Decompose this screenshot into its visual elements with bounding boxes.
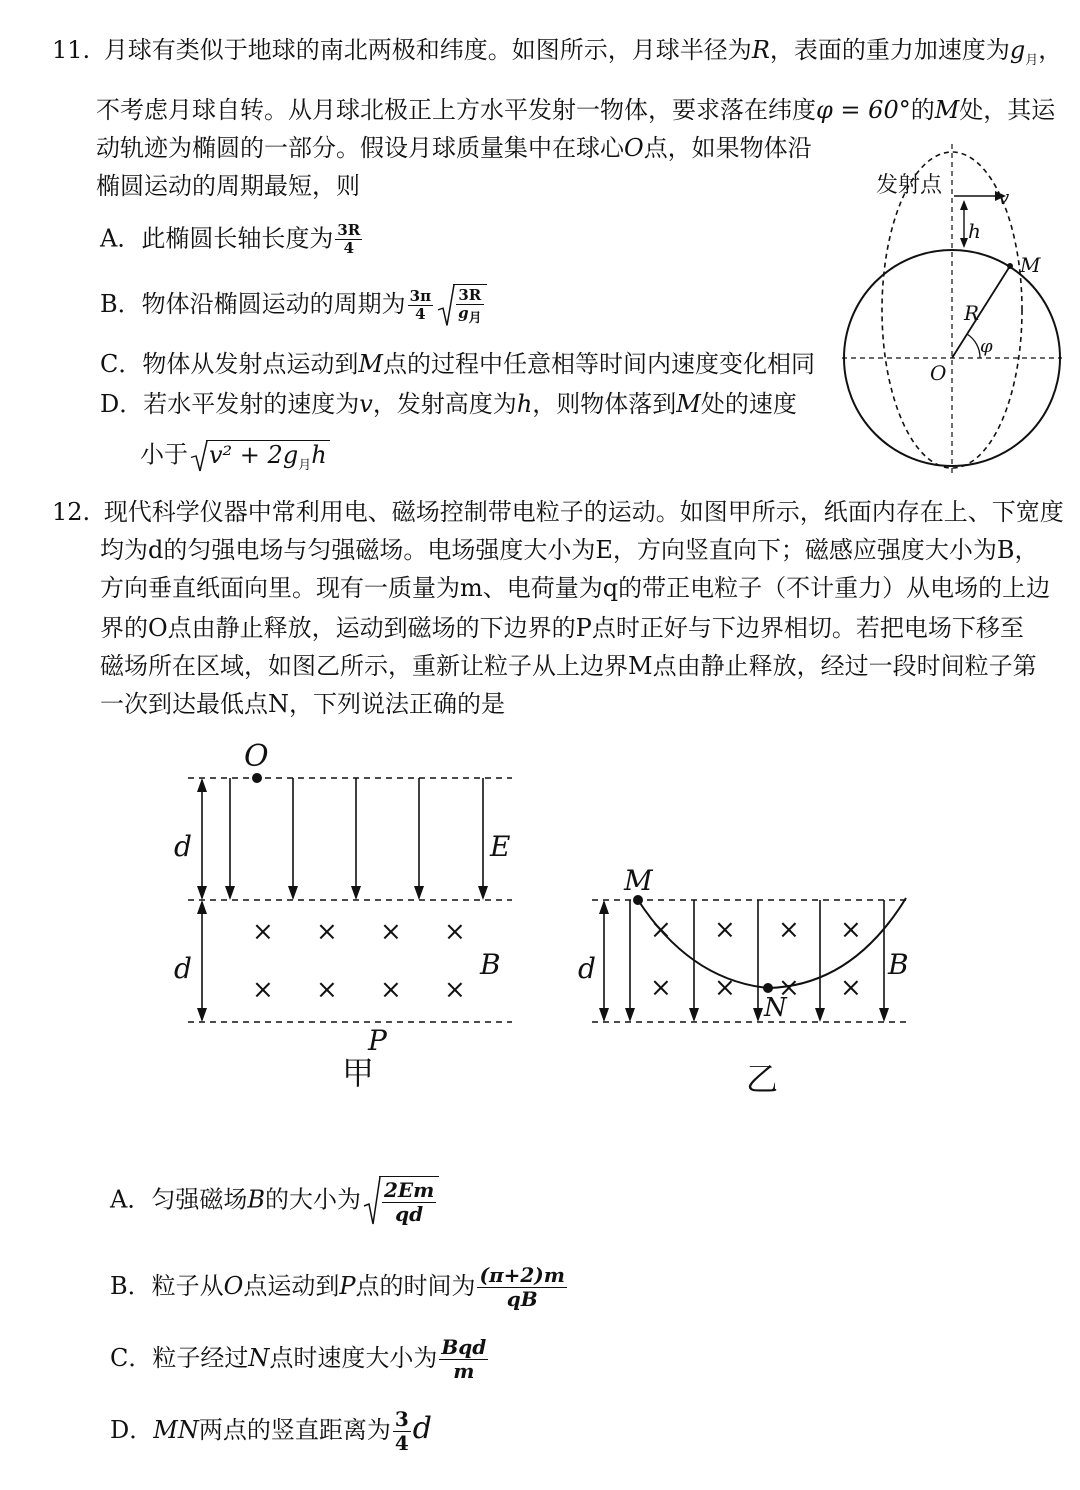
cross-mark: × — [840, 915, 862, 945]
cross-mark: × — [650, 973, 672, 1003]
q11-number: 11. — [52, 36, 91, 64]
q12-line2: 均为d的匀强电场与匀强磁场。电场强度大小为E，方向竖直向下；磁感应强度大小为B， — [100, 536, 1039, 564]
q11-text-2: 不考虑月球自转。从月球北极正上方水平发射一物体，要求落在纬度 — [96, 96, 816, 124]
q12-option-a-text-b: 的大小为 — [264, 1185, 361, 1214]
label-B: B — [888, 948, 909, 981]
q12-option-a-den: qd — [395, 1202, 424, 1226]
q12-text-1: 现代科学仪器中常利用电、磁场控制带电粒子的运动。如图甲所示，纸面内存在上、下宽度 — [103, 498, 1064, 526]
q12-option-b-O: O — [223, 1272, 244, 1300]
q11-text-3: 动轨迹为椭圆的一部分。假设月球质量集中在球心 — [96, 134, 624, 162]
q11-option-c-text-b: 点的过程中任意相等时间内速度变化相同 — [382, 350, 815, 378]
q12-option-d-den: 4 — [394, 1431, 409, 1455]
label-h: h — [968, 219, 981, 243]
q12-option-b-text-a: B．粒子从 — [110, 1272, 224, 1300]
cross-mark: × — [316, 917, 338, 947]
q12-option-d-frac — [393, 1408, 411, 1455]
cross-mark: × — [714, 973, 736, 1003]
d-marker-upper — [197, 778, 207, 900]
q11-option-d-text-e: 小于 — [140, 440, 188, 469]
cross-mark: × — [840, 973, 862, 1003]
q11-option-a-text: A．此椭圆长轴长度为 — [100, 224, 334, 253]
q11-text-1c: ， — [1038, 36, 1063, 64]
cross-mark: × — [380, 917, 402, 947]
q12-number: 12. — [52, 498, 91, 526]
q11-line4 — [96, 174, 360, 198]
d-marker-lower — [197, 900, 207, 1022]
q11-text-4: 椭圆运动的周期最短，则 — [96, 172, 360, 200]
label-P: P — [368, 1024, 387, 1057]
q11-option-a-frac — [335, 222, 362, 258]
q12-option-c-den: m — [453, 1359, 475, 1383]
label-M: M — [1020, 253, 1041, 277]
label-v: v — [998, 185, 1010, 209]
q11-option-d-rad-sub: 月 — [298, 457, 312, 473]
q12-option-b-text-b: 点运动到 — [243, 1272, 340, 1300]
q11-M: M — [934, 96, 960, 124]
q11-option-a-den: 4 — [343, 239, 355, 258]
particle-trajectory — [638, 898, 906, 988]
q11-text-2b: 的 — [910, 96, 935, 124]
label-d1: d — [174, 830, 192, 863]
cross-mark: × — [252, 917, 274, 947]
q11-option-d-v: v — [359, 390, 373, 418]
cross-mark: × — [316, 975, 338, 1005]
q12-figure-yi — [570, 860, 930, 1100]
q12-figure-jia — [160, 740, 540, 1100]
sqrt-sign-icon — [190, 440, 208, 472]
q11-option-d-h: h — [516, 390, 533, 418]
q11-option-d-text-b: ，发射高度为 — [372, 390, 517, 418]
q11-option-b-frac — [408, 288, 433, 324]
q12-option-b-P: P — [339, 1272, 356, 1300]
q12-option-d-num: 3 — [394, 1407, 409, 1431]
q12-option-a-B: B — [247, 1185, 265, 1214]
point-M — [1007, 263, 1013, 269]
q12-option-c-text-b: 点时速度大小为 — [269, 1344, 438, 1372]
q12-option-d-d: d — [412, 1411, 432, 1446]
q12-option-d — [110, 1408, 432, 1455]
q11-text-3b: 点，如果物体沿 — [643, 134, 812, 162]
q11-option-d — [100, 392, 797, 416]
q12-option-a — [110, 1176, 439, 1226]
angle-arc — [967, 334, 980, 358]
q11-option-c-M: M — [358, 350, 383, 378]
q12-option-b-den: qB — [506, 1287, 538, 1311]
cross-mark: × — [380, 975, 402, 1005]
q11-option-b-num: 3π — [409, 286, 432, 305]
q11-option-a — [100, 222, 364, 258]
sqrt-sign-icon — [363, 1176, 381, 1226]
q12-line3: 方向垂直纸面向里。现有一质量为m、电荷量为q的带正电粒子（不计重力）从电场的上边 — [100, 574, 1051, 602]
cross-mark: × — [252, 975, 274, 1005]
q11-option-d-text-d: 处的速度 — [700, 390, 797, 418]
q12-option-d-text-a: D． — [110, 1416, 154, 1444]
q11-g-sub: 月 — [1025, 52, 1039, 68]
label-O: O — [930, 361, 947, 385]
q12-line6: 一次到达最低点N，下列说法正确的是 — [100, 690, 505, 718]
q12-option-a-text-a: A．匀强磁场 — [110, 1185, 248, 1214]
label-M: M — [624, 864, 653, 897]
d-marker — [599, 900, 609, 1022]
label-E: E — [490, 830, 511, 863]
q11-option-d-text-c: ，则物体落到 — [532, 390, 677, 418]
q11-option-b-rnum: 3R — [456, 287, 484, 305]
q11-text-2c: 处，其运 — [959, 96, 1056, 124]
q11-O: O — [624, 134, 644, 162]
q12-line1 — [52, 500, 1064, 524]
q11-option-c — [100, 352, 815, 376]
q11-option-d-text-a: D．若水平发射的速度为 — [100, 390, 360, 418]
q12-option-c-num: Bqd — [441, 1335, 487, 1359]
q11-option-b-sqrt — [437, 284, 487, 327]
q11-option-b-rden-sub: 月 — [468, 311, 482, 327]
q12-option-c — [110, 1336, 490, 1383]
q12-line5: 磁场所在区域，如图乙所示，重新让粒子从上边界M点由静止释放，经过一段时间粒子第 — [100, 652, 1037, 680]
q11-option-d-rad-h: h — [311, 441, 327, 469]
label-d: d — [578, 952, 596, 985]
q11-g: g — [1009, 36, 1026, 64]
caption-yi: 乙 — [746, 1060, 779, 1098]
q12-line4: 界的O点由静止释放，运动到磁场的下边界的P点时正好与下边界相切。若把电场下移至 — [100, 614, 1024, 642]
caption-jia: 甲 — [342, 1054, 375, 1092]
cross-mark: × — [650, 915, 672, 945]
q12-option-c-N: N — [248, 1344, 270, 1372]
cross-mark: × — [714, 915, 736, 945]
label-R: R — [964, 301, 980, 325]
point-N — [763, 983, 773, 993]
q11-option-a-num: 3R — [337, 221, 361, 239]
q11-option-b — [100, 284, 487, 327]
label-phi: φ — [980, 336, 993, 357]
q11-R: R — [751, 36, 770, 64]
label-B: B — [480, 948, 501, 981]
q11-line3 — [96, 136, 812, 160]
cross-mark: × — [444, 975, 466, 1005]
cross-mark: × — [444, 917, 466, 947]
q12-option-b-text-c: 点的时间为 — [355, 1272, 476, 1300]
q11-phi-eq: φ = 60° — [816, 96, 911, 124]
q12-option-b — [110, 1264, 569, 1311]
q11-option-b-text: B．物体沿椭圆运动的周期为 — [100, 290, 406, 319]
label-d2: d — [174, 952, 192, 985]
q11-option-b-den: 4 — [415, 305, 426, 324]
q11-line1 — [52, 38, 1062, 67]
q11-option-b-rden: g — [458, 304, 469, 323]
point-O — [252, 773, 262, 783]
label-O: O — [244, 739, 269, 774]
q11-option-d-cont — [140, 440, 330, 472]
q12-option-d-text-b: 两点的竖直距离为 — [198, 1416, 391, 1444]
q11-line2 — [96, 98, 1055, 122]
q12-option-a-sqrt — [363, 1176, 439, 1226]
q12-option-a-num: 2Em — [383, 1178, 435, 1202]
q11-option-d-sqrt — [190, 440, 330, 472]
q11-option-c-text-a: C．物体从发射点运动到 — [100, 350, 359, 378]
q11-moon-figure — [830, 140, 1070, 480]
cross-mark: × — [778, 973, 800, 1003]
q11-text-1b: ，表面的重力加速度为 — [769, 36, 1010, 64]
q12-option-c-text-a: C．粒子经过 — [110, 1344, 249, 1372]
field-arrows — [225, 778, 488, 900]
q12-option-c-frac — [439, 1336, 488, 1383]
q12-option-b-frac — [477, 1264, 566, 1311]
launch-label: 发射点 — [876, 173, 943, 198]
q11-text-1: 月球有类似于地球的南北两极和纬度。如图所示，月球半径为 — [103, 36, 752, 64]
sqrt-sign-icon — [437, 284, 455, 327]
q11-option-d-M: M — [676, 390, 701, 418]
q12-option-b-num: (π+2)m — [479, 1263, 565, 1287]
q11-option-d-rad: v² + 2g — [209, 441, 299, 469]
label-N: N — [764, 993, 787, 1023]
cross-mark: × — [778, 915, 800, 945]
q12-option-d-MN: MN — [153, 1416, 199, 1444]
